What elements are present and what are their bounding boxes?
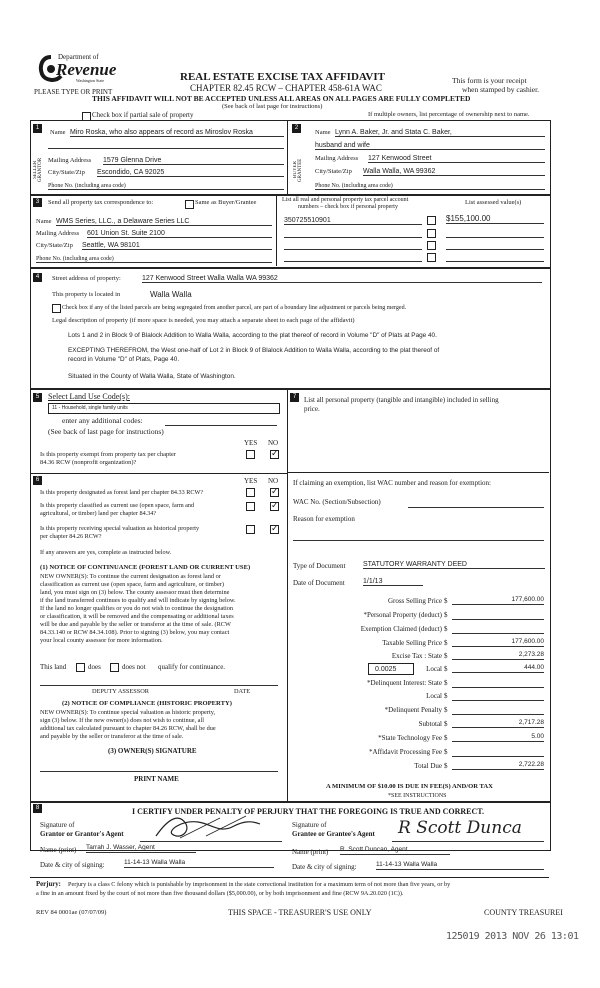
section-number-4: 4 bbox=[33, 273, 42, 282]
section-number-6: 6 bbox=[33, 476, 42, 485]
multiple-owners-note: If multiple owners, list percentage of ownership next to name. bbox=[368, 111, 530, 118]
located-value: Walla Walla bbox=[150, 290, 192, 299]
parcel-personal-checkbox-1[interactable] bbox=[427, 216, 436, 225]
calc-label: Local bbox=[426, 692, 442, 700]
grantor-name: Tarrah J. Wasser, Agent bbox=[86, 845, 196, 853]
calc-label: Subtotal bbox=[418, 720, 442, 728]
land-use-select[interactable] bbox=[48, 403, 280, 414]
calc-label: Total Due bbox=[414, 762, 442, 770]
buyer-name-line1: Lynn A. Baker, Jr. and Stata C. Baker, bbox=[335, 129, 545, 137]
owner-signature-label: (3) OWNER(S) SIGNATURE bbox=[108, 747, 197, 755]
grantee-sig-label: Signature of bbox=[292, 821, 327, 829]
assessed-value: $155,100.00 bbox=[446, 215, 544, 224]
buyer-phone-label: Phone No. (including area code) bbox=[315, 183, 545, 190]
segregated-label: Check box if any of the listed parcels are being segregated from another parcel, are part of a boundary line adjustment or parcels being merged. bbox=[62, 305, 407, 311]
forest-yes-checkbox[interactable] bbox=[246, 488, 255, 497]
street-label: Street address of property: bbox=[52, 275, 121, 282]
calc-label: *Personal Property (deduct) bbox=[363, 611, 442, 619]
calc-value: 2,722.28 bbox=[452, 762, 544, 770]
doc-type-label: Type of Document bbox=[293, 562, 346, 570]
partial-sale-label: Check box if partial sale of property bbox=[92, 111, 194, 119]
corr-city: Seattle, WA 98101 bbox=[82, 242, 272, 250]
buyer-side-label: BUYER GRANTEE bbox=[293, 158, 303, 182]
calc-label: Local bbox=[426, 665, 442, 673]
dollar-sign: $ bbox=[444, 748, 448, 756]
dollar-sign: $ bbox=[444, 665, 448, 673]
form-title: REAL ESTATE EXCISE TAX AFFIDAVIT bbox=[180, 71, 385, 83]
buyer-mailing: 127 Kenwood Street bbox=[368, 155, 545, 163]
land-use-label: Select Land Use Code(s): bbox=[48, 392, 130, 401]
parcel-number: 350725510901 bbox=[284, 217, 422, 225]
doc-date-value: 1/1/13 bbox=[363, 578, 423, 586]
notice2-line: additional tax calculated pursuant to chapter 84.26 RCW, shall be due bbox=[40, 725, 216, 732]
parcel-header1: List all real and personal property tax parcel account bbox=[282, 197, 409, 203]
section-number-5: 5 bbox=[33, 393, 42, 402]
revenue-logo bbox=[36, 52, 124, 86]
notice-compliance-title: (2) NOTICE OF COMPLIANCE (HISTORIC PROPERTY) bbox=[62, 700, 232, 707]
calc-value: 2,717.28 bbox=[452, 720, 544, 728]
dollar-sign: $ bbox=[444, 734, 448, 742]
receipt-line1: This form is your receipt bbox=[452, 76, 527, 85]
same-as-buyer-label: Same as Buyer/Grantee bbox=[195, 199, 257, 206]
parcel-personal-checkbox-3[interactable] bbox=[427, 241, 436, 250]
perjury-line2: a fine in an amount fixed by the court of not more than five thousand dollars ($5,000.00), or by both imprisonment and fine (RCW 9A.20.020 (1C)). bbox=[36, 890, 404, 897]
dollar-sign: $ bbox=[444, 639, 448, 647]
seller-city-label: City/State/Zip bbox=[48, 169, 85, 176]
correspondence-label: Send all property tax correspondence to: bbox=[48, 199, 154, 206]
calc-label: *Delinquent Interest: State bbox=[366, 679, 442, 687]
section-number-7: 7 bbox=[290, 393, 299, 402]
this-land-label: This land bbox=[40, 663, 67, 671]
notice1-line: will be due and payable by the seller or transferor at the time of sale. (RCW bbox=[40, 621, 231, 628]
parcel-header2: numbers – check box if personal property bbox=[298, 204, 398, 210]
section-number-1: 1 bbox=[33, 124, 42, 133]
local-rate-box[interactable] bbox=[368, 663, 414, 675]
section-4-property bbox=[30, 268, 551, 390]
grantor-sig-label: Signature of bbox=[40, 821, 75, 829]
local-rate: 0.0025 bbox=[375, 666, 397, 673]
dept-line1: Department of bbox=[58, 53, 99, 61]
does-checkbox[interactable] bbox=[76, 663, 85, 672]
warning: THIS AFFIDAVIT WILL NOT BE ACCEPTED UNLESS ALL AREAS ON ALL PAGES ARE FULLY COMPLETED bbox=[92, 94, 471, 103]
dept-state: Washington State bbox=[76, 78, 105, 83]
legal-line1: Lots 1 and 2 in Block 9 of Blalock Addition to Walla Walla, according to the plat thereof of record in Volume "D" of Plats at Page 40. bbox=[68, 332, 437, 339]
does-not-checkbox[interactable] bbox=[110, 663, 119, 672]
calc-value: 2,273.28 bbox=[452, 652, 544, 660]
section-number-2: 2 bbox=[292, 124, 301, 133]
see-instructions-note: *SEE INSTRUCTIONS bbox=[388, 793, 447, 799]
historic-no-checkbox[interactable] bbox=[270, 525, 279, 534]
notice1-line: classification as current use (open space, farm and agriculture, or timber) bbox=[40, 581, 224, 588]
deputy-assessor-label: DEPUTY ASSESSOR bbox=[92, 688, 149, 695]
print-name-label: PRINT NAME bbox=[134, 775, 179, 783]
dollar-sign: $ bbox=[444, 625, 448, 633]
exempt-question-line2: 84.36 RCW (nonprofit organization)? bbox=[40, 459, 137, 466]
exemption-claim-label: If claiming an exemption, list WAC number and reason for exemption: bbox=[293, 479, 491, 487]
chapter: CHAPTER 82.45 RCW – CHAPTER 458-61A WAC bbox=[190, 83, 382, 93]
dollar-sign: $ bbox=[444, 692, 448, 700]
form-number: REV 84 0001ae (07/07/09) bbox=[36, 909, 107, 916]
seller-side-label: SELLER GRANTOR bbox=[33, 157, 43, 183]
calc-value bbox=[452, 706, 544, 715]
notice1-line: If the land no longer qualifies or you do not wish to continue the designation bbox=[40, 605, 234, 612]
calc-label: *State Technology Fee bbox=[378, 734, 442, 742]
calc-label: Gross Selling Price bbox=[387, 597, 442, 605]
county-treasurer: COUNTY TREASUREI bbox=[484, 908, 563, 917]
dollar-sign: $ bbox=[444, 679, 448, 687]
reason-label: Reason for exemption bbox=[293, 515, 355, 523]
certify-statement: I CERTIFY UNDER PENALTY OF PERJURY THAT THE FOREGOING IS TRUE AND CORRECT. bbox=[132, 807, 485, 816]
dollar-sign: $ bbox=[444, 762, 448, 770]
exempt-no-checkbox[interactable] bbox=[270, 450, 279, 459]
personal-property-line2: price. bbox=[304, 405, 320, 413]
grantor-signature[interactable] bbox=[150, 812, 276, 842]
calc-label: Excise Tax : State bbox=[391, 652, 442, 660]
located-label: This property is located in bbox=[52, 291, 121, 298]
current-use-no-checkbox[interactable] bbox=[270, 502, 279, 511]
grantee-date: 11-14-13 Walla Walla bbox=[376, 862, 544, 870]
notice1-line: or classification, it will be removed and the compensating or additional taxes bbox=[40, 613, 234, 620]
calc-value bbox=[452, 692, 544, 701]
dollar-sign: $ bbox=[444, 706, 448, 714]
calc-value bbox=[452, 679, 544, 688]
historic-yes-checkbox[interactable] bbox=[246, 525, 255, 534]
grantor-agent-label: Grantor or Grantor's Agent bbox=[40, 830, 124, 838]
calc-value bbox=[452, 625, 544, 634]
calc-value bbox=[452, 611, 544, 620]
corr-city-label: City/State/Zip bbox=[36, 242, 73, 249]
calc-label: Exemption Claimed (deduct) bbox=[360, 625, 442, 633]
notice-continuance-title: (1) NOTICE OF CONTINUANCE (FOREST LAND OR CURRENT USE) bbox=[40, 564, 251, 571]
notice1-line: 84.33.140 or RCW 84.34.108). Prior to signing (3) below, you may contact bbox=[40, 629, 230, 636]
perjury-label: Perjury: bbox=[36, 881, 61, 888]
personal-property-line1: List all personal property (tangible and intangible) included in selling bbox=[304, 396, 499, 404]
grantor-date: 11-14-13 Walla Walla bbox=[124, 860, 274, 868]
current-use-yes-checkbox[interactable] bbox=[246, 502, 255, 511]
notice2-line: and payable by the seller or transferor at the time of sale. bbox=[40, 733, 184, 740]
notice1-line: land, you must sign on (3) below. The county assessor must then determine bbox=[40, 589, 230, 596]
calc-value: 177,600.00 bbox=[452, 597, 544, 605]
grantee-date-label: Date & city of signing: bbox=[292, 863, 357, 871]
treasurer-use: THIS SPACE - TREASURER'S USE ONLY bbox=[228, 908, 372, 917]
corr-name-label: Name bbox=[36, 218, 52, 225]
type-note: PLEASE TYPE OR PRINT bbox=[34, 88, 113, 96]
legal-line2a: EXCEPTING THEREFROM, the West one-half of Lot 2 in Block 9 of Blalock Addition to Walla Walla, according to the plat thereof of bbox=[68, 347, 440, 354]
wac-label: WAC No. (Section/Subsection) bbox=[293, 498, 381, 506]
sec5-yes-header: YES bbox=[244, 439, 258, 447]
seller-name-label: Name bbox=[50, 129, 66, 136]
seller-phone-label: Phone No. (including area code) bbox=[48, 183, 284, 190]
forest-question: Is this property designated as forest land per chapter 84.33 RCW? bbox=[40, 489, 204, 496]
doc-date-label: Date of Document bbox=[293, 579, 345, 587]
same-as-buyer-checkbox[interactable] bbox=[185, 200, 194, 209]
seller-mailing-label: Mailing Address bbox=[48, 157, 92, 164]
doc-type-value: STATUTORY WARRANTY DEED bbox=[363, 561, 545, 569]
notice2-line: sign (3) below. If the new owner(s) does not wish to continue, all bbox=[40, 717, 204, 724]
does-not-label: does not bbox=[122, 663, 146, 671]
assessed-header: List assessed value(s) bbox=[465, 199, 522, 206]
legal-line2b: record in Volume "D" of Plats, Page 40. bbox=[68, 356, 180, 363]
calc-value bbox=[452, 748, 544, 757]
land-use-value: 11 - Household, single family units bbox=[52, 405, 128, 411]
grantee-agent-label: Grantee or Grantee's Agent bbox=[292, 830, 375, 838]
calc-value: 5.00 bbox=[452, 734, 544, 742]
historic-question-line2: per chapter 84.26 RCW? bbox=[40, 533, 102, 540]
calc-value: 444.00 bbox=[452, 665, 544, 673]
notice1-line: NEW OWNER(S): To continue the current designation as forest land or bbox=[40, 573, 221, 580]
historic-question-line1: Is this property receiving special valuation as historical property bbox=[40, 525, 200, 532]
buyer-mailing-label: Mailing Address bbox=[315, 155, 359, 162]
minimum-fee-note: A MINIMUM OF $10.00 IS DUE IN FEE(S) AND/OR TAX bbox=[326, 783, 493, 790]
calc-label: *Affidavit Processing Fee bbox=[369, 748, 442, 756]
sec6-no-header: NO bbox=[268, 477, 279, 485]
does-label: does bbox=[88, 663, 101, 671]
section-number-8: 8 bbox=[33, 804, 42, 813]
corr-phone-label: Phone No. (including area code) bbox=[36, 256, 272, 263]
buyer-city-label: City/State/Zip bbox=[315, 168, 352, 175]
seller-mailing: 1579 Glenna Drive bbox=[103, 157, 284, 165]
land-use-see-back: (See back of last page for instructions) bbox=[48, 427, 164, 436]
grantor-name-label: Name (print) bbox=[40, 846, 77, 854]
notice1-line: your local county assessor for more information. bbox=[40, 637, 163, 644]
exempt-yes-checkbox[interactable] bbox=[246, 450, 255, 459]
buyer-name-label: Name bbox=[315, 129, 331, 136]
corr-mailing: 601 Union St. Suite 2100 bbox=[87, 230, 272, 238]
calc-label: *Delinquent Penalty bbox=[384, 706, 442, 714]
forest-no-checkbox[interactable] bbox=[270, 488, 279, 497]
sec6-yes-header: YES bbox=[244, 477, 258, 485]
receipt-line2: when stamped by cashier. bbox=[462, 85, 540, 94]
grantee-name-label: Name (print) bbox=[292, 848, 329, 856]
grantee-signature[interactable]: R Scott Dunca bbox=[398, 818, 522, 838]
parcel-personal-checkbox-4[interactable] bbox=[427, 253, 436, 262]
dept-brand: Revenue bbox=[56, 60, 117, 79]
legal-line3: Situated in the County of Walla Walla, State of Washington. bbox=[68, 373, 236, 380]
qualify-label: qualify for continuance. bbox=[158, 663, 226, 671]
dollar-sign: $ bbox=[444, 597, 448, 605]
legal-label: Legal description of property (if more space is needed, you may attach a separate sheet to each page of the affidavit) bbox=[52, 317, 355, 324]
current-use-question-line2: agricultural, or timber) land per chapter 84.34? bbox=[40, 510, 157, 517]
if-yes-note: If any answers are yes, complete as instructed below. bbox=[40, 549, 172, 556]
received-stamp: 125019 2013 NOV 26 13:01 bbox=[446, 931, 579, 942]
buyer-name-line2: husband and wife bbox=[315, 142, 545, 150]
current-use-question-line1: Is this property classified as current use (open space, farm and bbox=[40, 502, 195, 509]
calc-value: 177,600.00 bbox=[452, 639, 544, 647]
buyer-city: Walla Walla, WA 99362 bbox=[363, 168, 545, 176]
grantee-name: R. Scott Duncan, Agent bbox=[340, 847, 450, 855]
additional-codes-label: enter any additional codes: bbox=[62, 416, 143, 425]
seller-city: Escondido, CA 92025 bbox=[97, 169, 284, 177]
deputy-date-label: DATE bbox=[234, 688, 251, 695]
dollar-sign: $ bbox=[444, 611, 448, 619]
dollar-sign: $ bbox=[444, 652, 448, 660]
sec5-no-header: NO bbox=[268, 439, 279, 447]
street-address: 127 Kenwood Street Walla Walla WA 99362 bbox=[142, 275, 542, 283]
exempt-question-line1: Is this property exempt from property tax per chapter bbox=[40, 451, 176, 458]
see-back: (See back of last page for instructions) bbox=[222, 103, 323, 110]
section-number-3: 3 bbox=[33, 198, 42, 207]
corr-name: WMS Series, LLC., a Delaware Series LLC bbox=[56, 218, 272, 226]
segregated-checkbox[interactable] bbox=[52, 304, 61, 313]
notice1-line: if the land transferred continues to qualify and will indicate by signing below. bbox=[40, 597, 236, 604]
grantor-date-label: Date & city of signing: bbox=[40, 861, 105, 869]
notice2-line: NEW OWNER(S): To continue special valuation as historic property, bbox=[40, 709, 216, 716]
corr-mailing-label: Mailing Address bbox=[36, 230, 80, 237]
perjury-line1: Perjury is a class C felony which is punishable by imprisonment in the state correctional institution for a maximum term of not more than five years, or by bbox=[68, 881, 451, 888]
calc-label: Taxable Selling Price bbox=[382, 639, 442, 647]
parcel-personal-checkbox-2[interactable] bbox=[427, 229, 436, 238]
dollar-sign: $ bbox=[444, 720, 448, 728]
seller-name: Miro Roska, who also appears of record as Miroslov Roska bbox=[70, 129, 284, 137]
